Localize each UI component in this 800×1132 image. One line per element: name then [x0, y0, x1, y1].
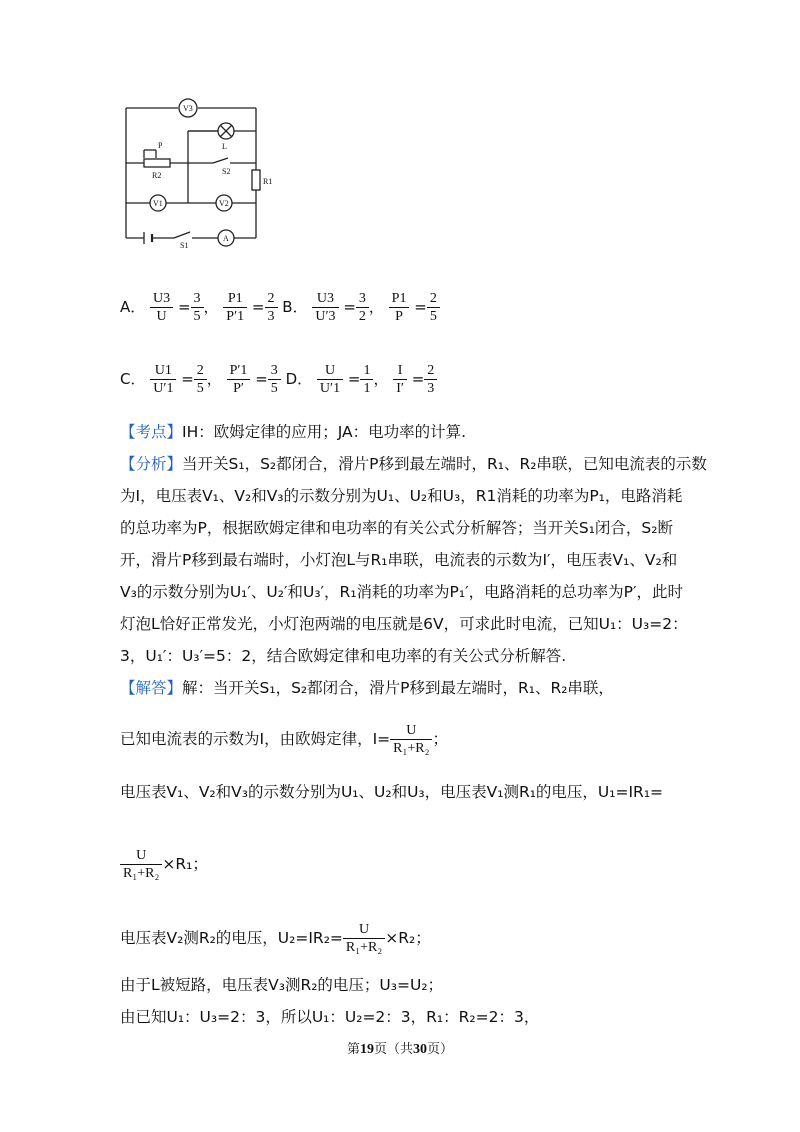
rheostat-label: R2 — [152, 171, 162, 180]
fenxi-tag: 【分析】 — [120, 455, 183, 473]
jieda-line-1: 【解答】解：当开关S₁，S₂都闭合，滑片P移到最左端时，R₁、R₂串联， — [120, 679, 614, 697]
kaodian-line — [120, 421, 466, 443]
jieda-line-2: 已知电流表的示数为I，由欧姆定律，I= $\frac{U}{\text{R₁+R₂}}$ ； — [120, 723, 448, 756]
fenxi-line-2: 为I，电压表V₁、V₂和V₃的示数分别为U₁、U₂和U₃，R1消耗的功率为P₁，电路消耗 — [120, 487, 683, 505]
slider-label: P — [158, 141, 163, 150]
jieda-line-5: 电压表V₂测R₂的电压，U₂=IR₂= $\frac{U}{\text{R₁+R₂}}$ ×R₂； — [120, 922, 431, 955]
option-row-cd: C． $\frac{U1}{U'1}$ = $\frac{2}{5}$ ， $\frac{P'1}{P'}$ = $\frac{3}{5}$ D． $\frac{U}{U'1}$ = $\frac{1}{1}$ ， $\frac{I}{I'}$ = $\frac{2}{3}$ — [120, 362, 437, 397]
fenxi-line-1: 【分析】当开关S₁，S₂都闭合，滑片P移到最左端时，R₁、R₂串联，已知电流表的示数 — [120, 455, 707, 473]
option-b-label: B． — [282, 298, 308, 316]
v3-label: V3 — [183, 104, 193, 113]
option-a-frac2: $\frac{P1}{P'1}$ — [223, 290, 247, 325]
total-pages: 30 — [413, 1042, 427, 1057]
page-footer: 第19页（共30页） — [346, 1041, 454, 1057]
jieda-tag: 【解答】 — [120, 679, 183, 697]
option-c-frac2: $\frac{P'1}{P'}$ — [227, 362, 251, 397]
option-row-ab: A． $\frac{U3}{U}$ = $\frac{3}{5}$ ， $\frac{P1}{P'1}$ = $\frac{2}{3}$ B． $\frac{U3}{U'3}$ = $\frac{3}{2}$ ， $\frac{P1}{P}$ = $\frac{2}{5}$ — [120, 290, 440, 325]
option-b-frac1: $\frac{U3}{U'3}$ — [312, 290, 338, 325]
u2-fraction: $\frac{U}{\text{R₁+R₂}}$ — [343, 921, 385, 956]
option-c-label: C． — [120, 370, 146, 388]
fenxi-line-5: V₃的示数分别为U₁′、U₂′和U₃′，R₁消耗的功率为P₁′，电路消耗的总功率为P′，此时 — [120, 583, 683, 601]
option-d-label: D． — [285, 370, 313, 388]
fenxi-line-3: 的总功率为P，根据欧姆定律和电功率的有关公式分析解答；当开关S₁闭合，S₂断 — [120, 519, 673, 537]
ohm-fraction: $\frac{U}{\text{R₁+R₂}}$ — [390, 722, 432, 757]
v2-label: V2 — [219, 199, 229, 208]
u1-fraction: $\frac{U}{\text{R₁+R₂}}$ — [120, 847, 162, 882]
option-a-label: A． — [120, 298, 146, 316]
option-d-frac2: $\frac{I}{I'}$ — [393, 362, 407, 397]
option-c-frac1: $\frac{U1}{U'1}$ — [150, 362, 176, 397]
ammeter-label: A — [223, 234, 229, 243]
v1-label: V1 — [153, 199, 163, 208]
option-d-frac1: $\frac{U}{U'1}$ — [317, 362, 343, 397]
fenxi-line-4: 开，滑片P移到最右端时，小灯泡L与R₁串联，电流表的示数为I′，电压表V₁、V₂和 — [120, 551, 678, 569]
kaodian-text: IH：欧姆定律的应用；JA：电功率的计算. — [182, 423, 467, 441]
option-a-frac1: $\frac{U3}{U}$ — [150, 290, 173, 325]
jieda-line-4: $\frac{U}{\text{R₁+R₂}}$ ×R₁； — [120, 847, 208, 882]
lamp-label: L — [222, 142, 227, 151]
jieda-line-7: 由已知U₁：U₃=2：3，所以U₁：U₂=2：3，R₁：R₂=2：3， — [120, 1008, 540, 1026]
jieda-line-3: 电压表V₁、V₂和V₃的示数分别为U₁、U₂和U₃，电压表V₁测R₁的电压，U₁=IR₁= — [120, 783, 664, 801]
jieda-line-6: 由于L被短路，电压表V₃测R₂的电压；U₃=U₂； — [120, 976, 444, 994]
switch1-label: S1 — [180, 241, 189, 248]
kaodian-tag: 【考点】 — [120, 423, 183, 441]
option-b-frac2: $\frac{P1}{P}$ — [389, 290, 410, 325]
resistor-label: R1 — [263, 177, 273, 186]
page-number: 19 — [359, 1042, 374, 1057]
fenxi-line-6: 灯泡L恰好正常发光，小灯泡两端的电压就是6V，可求此时电流，已知U₁：U₃=2： — [120, 615, 688, 633]
fenxi-line-7: 3，U₁′：U₃′=5：2，结合欧姆定律和电功率的有关公式分析解答. — [120, 647, 567, 665]
circuit-diagram — [118, 98, 278, 248]
switch2-label: S2 — [222, 167, 231, 176]
